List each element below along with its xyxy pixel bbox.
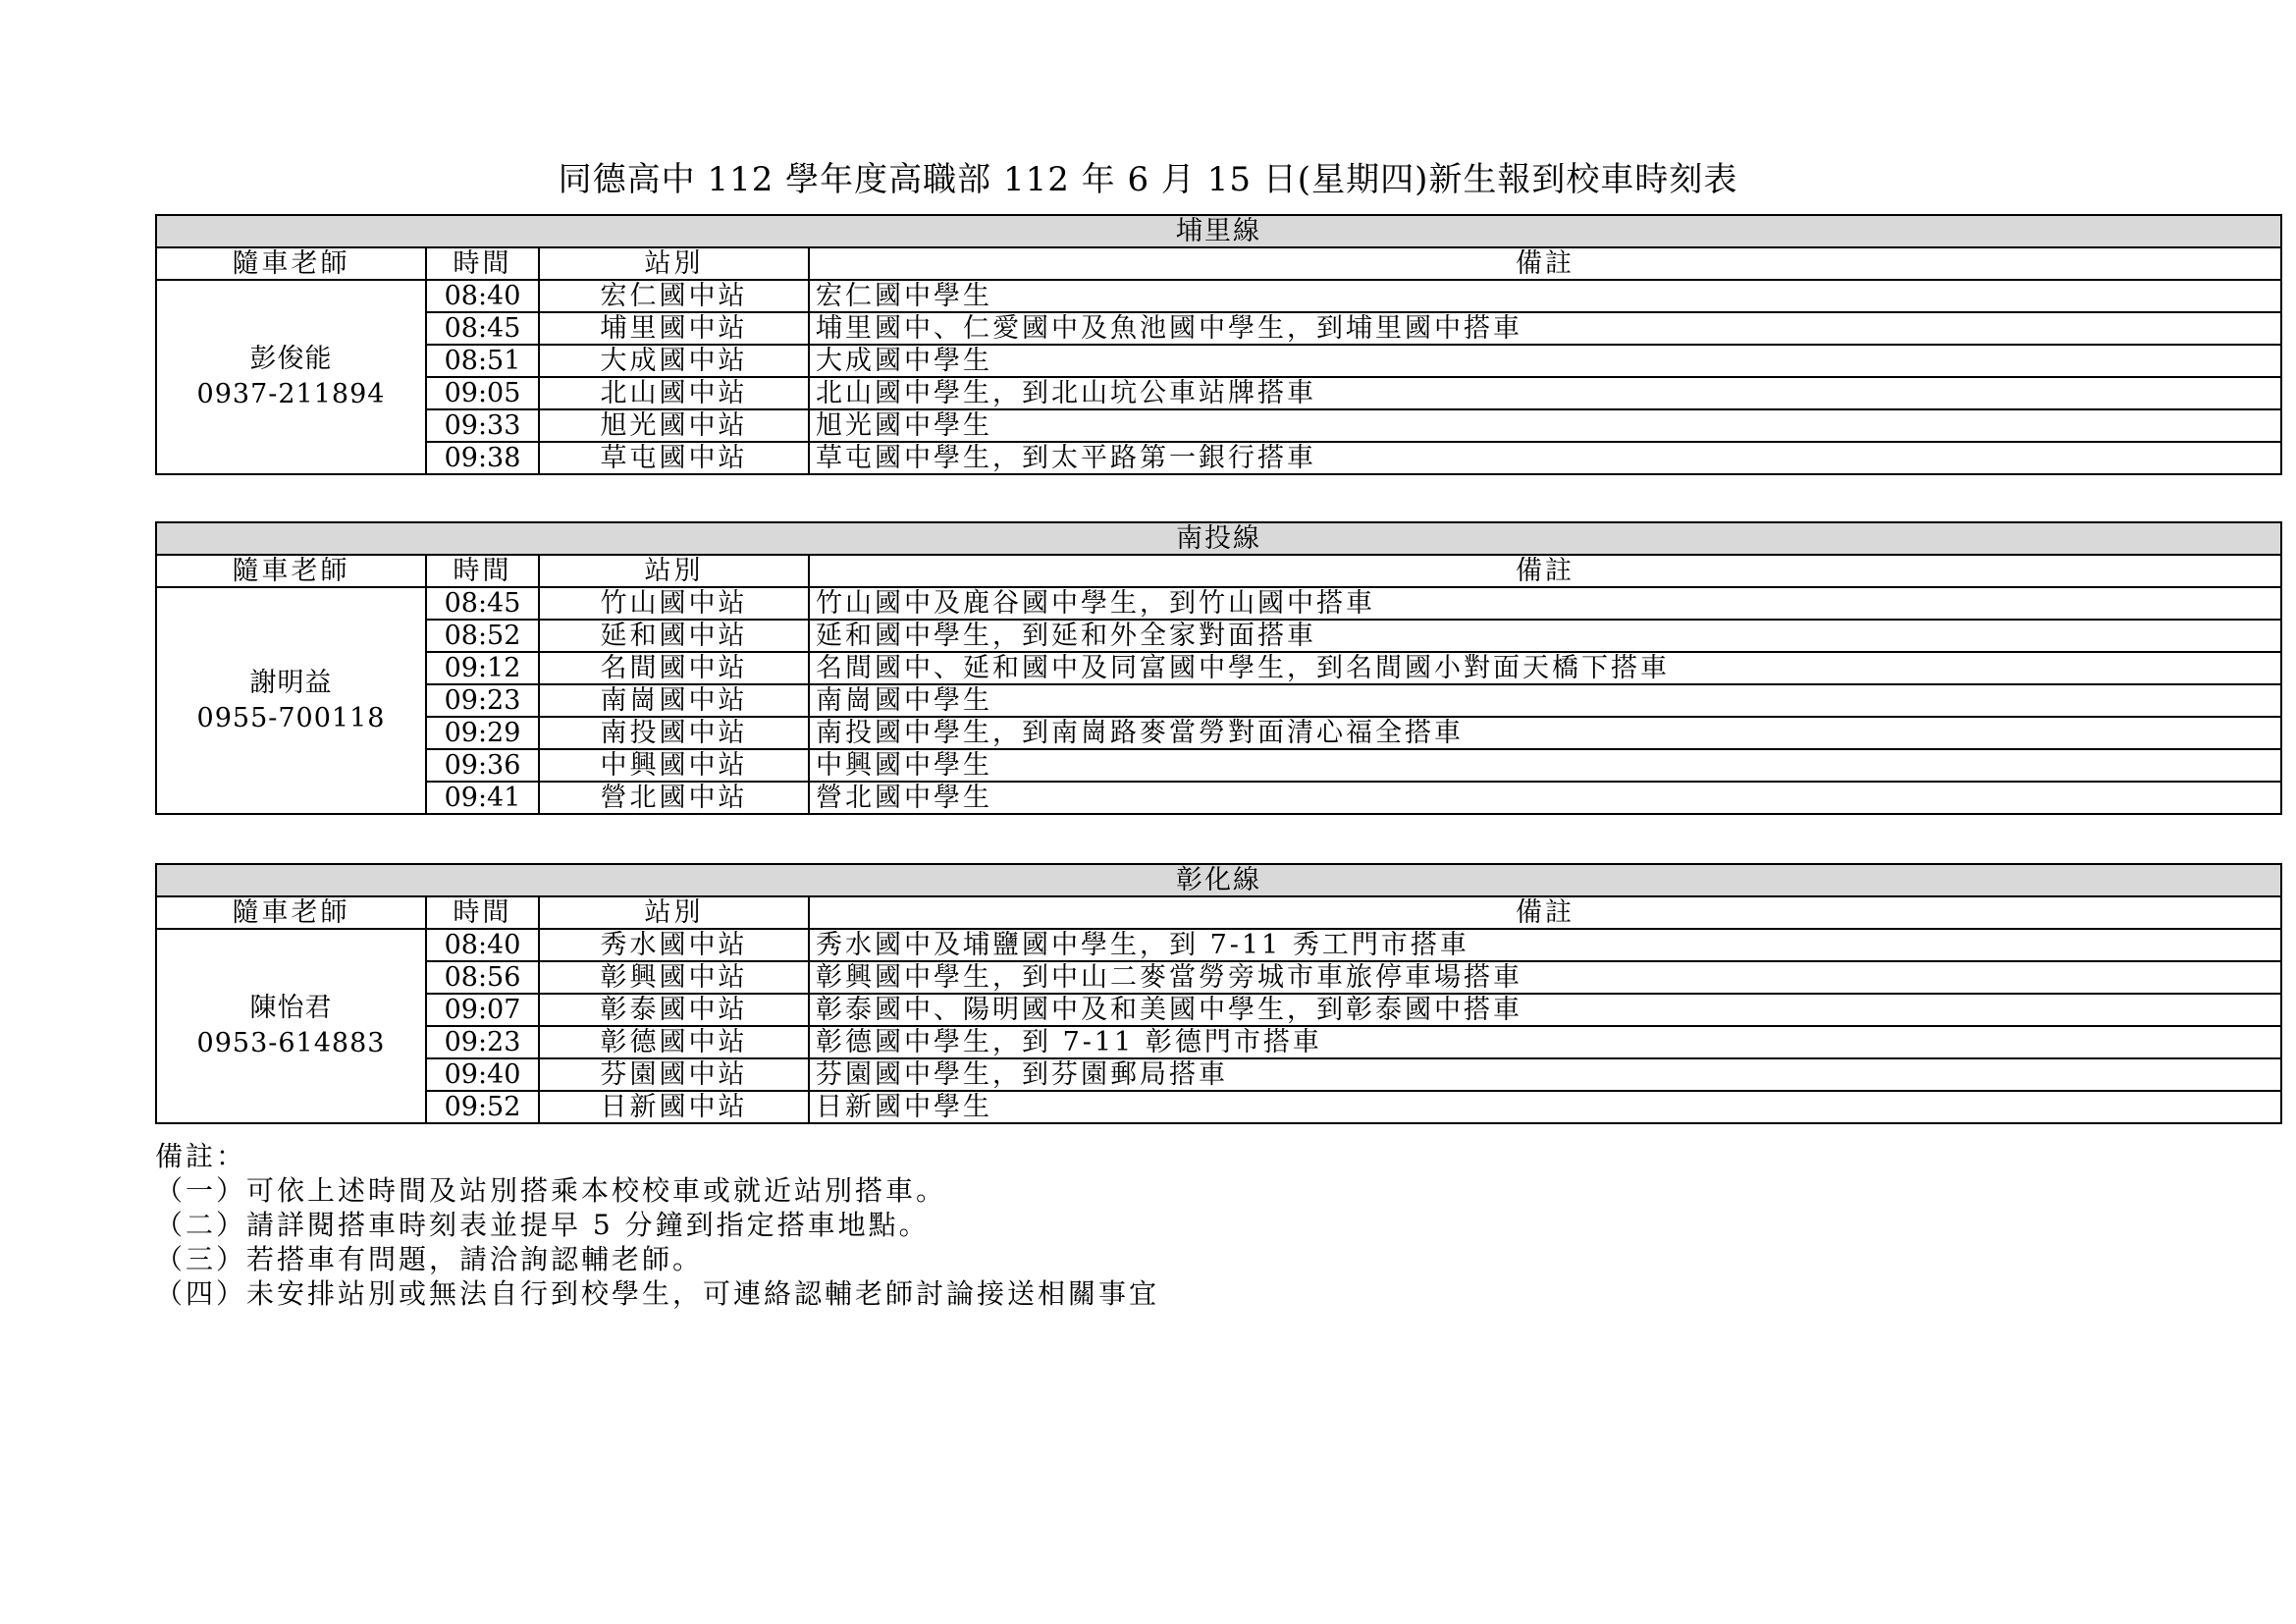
stop-time: 08:40	[426, 280, 539, 312]
header-note: 備註	[809, 247, 2281, 280]
stop-note: 旭光國中學生	[809, 409, 2281, 442]
teacher-cell	[156, 929, 426, 1123]
stop-station: 彰德國中站	[539, 1026, 809, 1058]
stop-note: 草屯國中學生，到太平路第一銀行搭車	[809, 442, 2281, 474]
stop-time: 09:23	[426, 1026, 539, 1058]
table-row	[156, 782, 2281, 814]
stop-time: 09:40	[426, 1058, 539, 1091]
stop-time: 09:12	[426, 652, 539, 684]
table-row	[156, 994, 2281, 1026]
stop-station: 秀水國中站	[539, 929, 809, 961]
header-time: 時間	[426, 247, 539, 280]
stop-note: 秀水國中及埔鹽國中學生，到 7-11 秀工門市搭車	[809, 929, 2281, 961]
stop-time: 09:52	[426, 1091, 539, 1123]
table-row	[156, 717, 2281, 749]
stop-station: 宏仁國中站	[539, 280, 809, 312]
stop-time: 09:29	[426, 717, 539, 749]
table-row	[156, 652, 2281, 684]
stop-station: 南崗國中站	[539, 684, 809, 717]
stop-note: 大成國中學生	[809, 345, 2281, 377]
table-row	[156, 345, 2281, 377]
stop-note: 宏仁國中學生	[809, 280, 2281, 312]
stop-station: 芬園國中站	[539, 1058, 809, 1091]
header-note: 備註	[809, 896, 2281, 929]
stop-station: 名間國中站	[539, 652, 809, 684]
header-station: 站別	[539, 555, 809, 587]
note-item: （三）若搭車有問題，請洽詢認輔老師。	[155, 1243, 704, 1275]
stop-note: 名間國中、延和國中及同富國中學生，到名間國小對面天橋下搭車	[809, 652, 2281, 684]
header-time: 時間	[426, 555, 539, 587]
note-item: （一）可依上述時間及站別搭乘本校校車或就近站別搭車。	[155, 1174, 947, 1207]
stop-note: 日新國中學生	[809, 1091, 2281, 1123]
stop-time: 09:33	[426, 409, 539, 442]
stop-note: 彰興國中學生，到中山二麥當勞旁城市車旅停車場搭車	[809, 961, 2281, 994]
table-row	[156, 409, 2281, 442]
table-row	[156, 961, 2281, 994]
stop-note: 竹山國中及鹿谷國中學生，到竹山國中搭車	[809, 587, 2281, 620]
table-row	[156, 1026, 2281, 1058]
stop-station: 大成國中站	[539, 345, 809, 377]
stop-station: 竹山國中站	[539, 587, 809, 620]
table-row	[156, 587, 2281, 620]
stop-station: 彰興國中站	[539, 961, 809, 994]
stop-station: 彰泰國中站	[539, 994, 809, 1026]
stop-time: 09:41	[426, 782, 539, 814]
teacher-phone: 0953-614883	[196, 1028, 386, 1058]
teacher-name: 謝明益	[249, 667, 333, 698]
table-row	[156, 1091, 2281, 1123]
teacher-cell	[156, 587, 426, 814]
note-item: （四）未安排站別或無法自行到校學生，可連絡認輔老師討論接送相關事宜	[155, 1277, 1160, 1310]
route-name: 彰化線	[156, 864, 2281, 896]
stop-note: 南崗國中學生	[809, 684, 2281, 717]
stop-time: 09:05	[426, 377, 539, 409]
stop-station: 北山國中站	[539, 377, 809, 409]
route-name: 南投線	[156, 522, 2281, 555]
stop-time: 08:56	[426, 961, 539, 994]
notes-section	[155, 1139, 1159, 1311]
table-row	[156, 280, 2281, 312]
header-station: 站別	[539, 247, 809, 280]
table-row	[156, 749, 2281, 782]
teacher-phone: 0955-700118	[196, 702, 386, 733]
stop-station: 營北國中站	[539, 782, 809, 814]
note-item: （二）請詳閱搭車時刻表並提早 5 分鐘到指定搭車地點。	[155, 1209, 930, 1241]
route-name: 埔里線	[156, 215, 2281, 247]
route-table-changhua	[155, 863, 2282, 1124]
stop-note: 延和國中學生，到延和外全家對面搭車	[809, 620, 2281, 652]
stop-time: 09:36	[426, 749, 539, 782]
stop-time: 08:45	[426, 587, 539, 620]
header-station: 站別	[539, 896, 809, 929]
table-row	[156, 377, 2281, 409]
stop-note: 彰德國中學生，到 7-11 彰德門市搭車	[809, 1026, 2281, 1058]
stop-note: 南投國中學生，到南崗路麥當勞對面清心福全搭車	[809, 717, 2281, 749]
header-teacher: 隨車老師	[156, 896, 426, 929]
stop-station: 旭光國中站	[539, 409, 809, 442]
stop-note: 埔里國中、仁愛國中及魚池國中學生，到埔里國中搭車	[809, 312, 2281, 345]
stop-time: 08:40	[426, 929, 539, 961]
table-row	[156, 442, 2281, 474]
table-row	[156, 312, 2281, 345]
teacher-cell	[156, 280, 426, 474]
stop-station: 埔里國中站	[539, 312, 809, 345]
table-row	[156, 620, 2281, 652]
header-teacher: 隨車老師	[156, 247, 426, 280]
stop-station: 延和國中站	[539, 620, 809, 652]
stop-time: 09:23	[426, 684, 539, 717]
page-title: 同德高中 112 學年度高職部 112 年 6 月 15 日(星期四)新生報到校車時刻表	[558, 160, 1738, 199]
stop-station: 中興國中站	[539, 749, 809, 782]
stop-time: 08:52	[426, 620, 539, 652]
stop-station: 日新國中站	[539, 1091, 809, 1123]
stop-note: 芬園國中學生，到芬園郵局搭車	[809, 1058, 2281, 1091]
stop-note: 中興國中學生	[809, 749, 2281, 782]
stop-time: 08:51	[426, 345, 539, 377]
stop-note: 營北國中學生	[809, 782, 2281, 814]
route-table-nantou	[155, 521, 2282, 815]
header-teacher: 隨車老師	[156, 555, 426, 587]
stop-time: 09:07	[426, 994, 539, 1026]
header-time: 時間	[426, 896, 539, 929]
stop-station: 南投國中站	[539, 717, 809, 749]
header-note: 備註	[809, 555, 2281, 587]
teacher-phone: 0937-211894	[196, 379, 386, 409]
notes-heading: 備註：	[155, 1140, 247, 1172]
table-row	[156, 684, 2281, 717]
route-table-puli	[155, 214, 2282, 475]
stop-note: 彰泰國中、陽明國中及和美國中學生，到彰泰國中搭車	[809, 994, 2281, 1026]
table-row	[156, 1058, 2281, 1091]
teacher-name: 陳怡君	[249, 993, 333, 1023]
stop-note: 北山國中學生，到北山坑公車站牌搭車	[809, 377, 2281, 409]
stop-time: 09:38	[426, 442, 539, 474]
table-row	[156, 929, 2281, 961]
stop-time: 08:45	[426, 312, 539, 345]
teacher-name: 彭俊能	[249, 344, 333, 374]
stop-station: 草屯國中站	[539, 442, 809, 474]
